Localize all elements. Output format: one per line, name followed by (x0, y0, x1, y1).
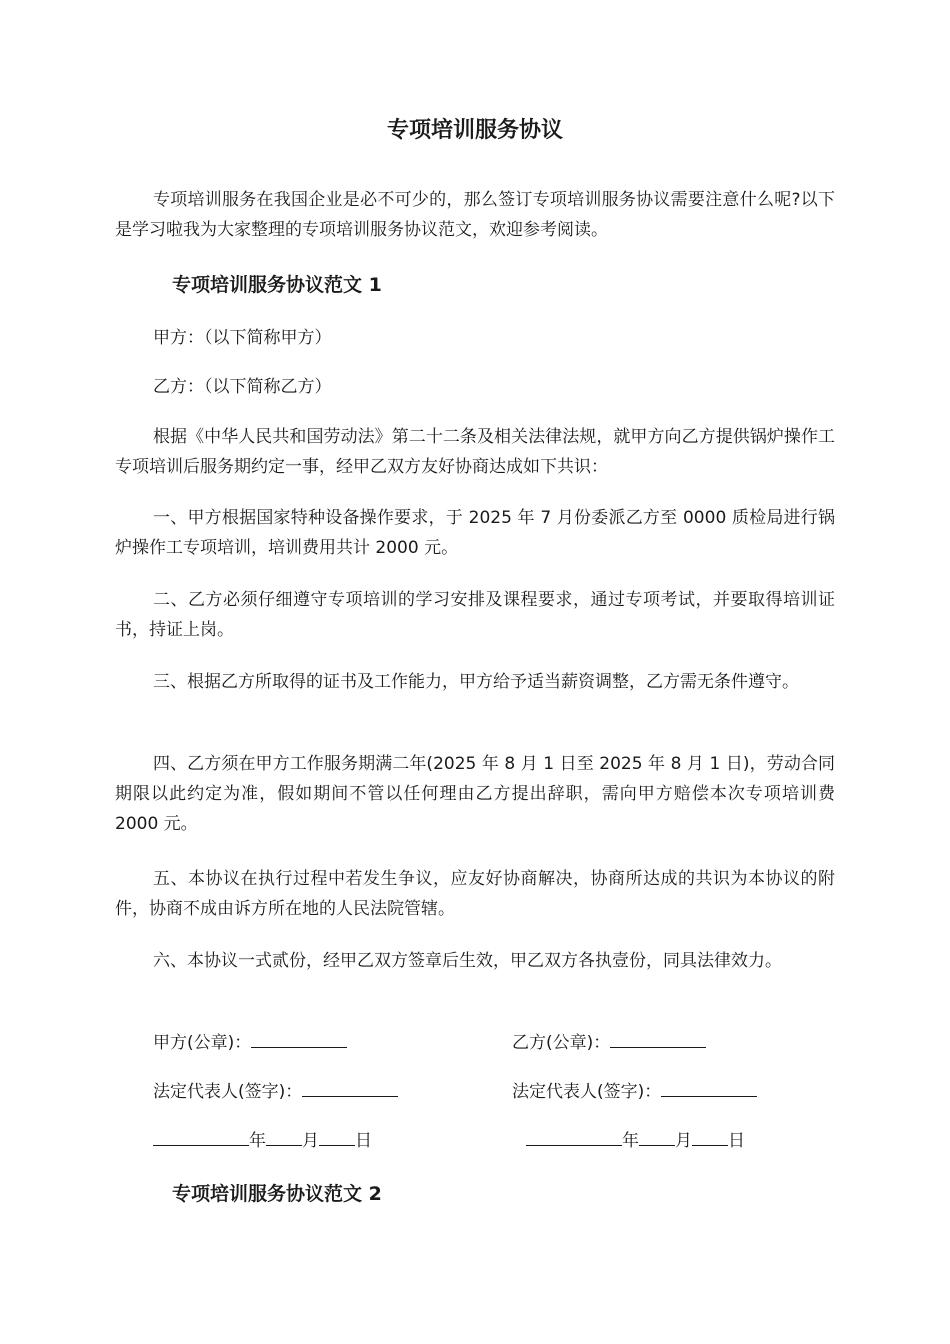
legal-rep-b-label: 法定代表人(签字)： (512, 1082, 662, 1102)
clause-1: 一、甲方根据国家特种设备操作要求，于 2025 年 7 月份委派乙方至 0000 质检局进行锅炉操作工专项培训，培训费用共计 2000 元。 (115, 508, 835, 558)
date-a-year-blank[interactable] (153, 1127, 249, 1146)
party-b-seal-line (512, 1028, 706, 1058)
clause-6: 六、本协议一式贰份，经甲乙双方签章后生效，甲乙双方各执壹份，同具法律效力。 (153, 951, 782, 971)
clause-3: 三、根据乙方所取得的证书及工作能力，甲方给予适当薪资调整，乙方需无条件遵守。 (153, 672, 799, 692)
party-b-seal-label: 乙方(公章)： (512, 1033, 611, 1053)
clause-4: 四、乙方须在甲方工作服务期满二年(2025 年 8 月 1 日至 2025 年 8 月 1 日)，劳动合同期限以此约定为准，假如期间不管以任何理由乙方提出辞职，需向甲方赔偿本次专项培训费 2000 元。 (115, 754, 835, 834)
party-a-seal-line (153, 1028, 347, 1058)
date-b-month-blank[interactable] (639, 1127, 675, 1146)
date-b-day-label: 日 (728, 1131, 745, 1151)
clause-5: 五、本协议在执行过程中若发生争议，应友好协商解决，协商所达成的共识为本协议的附件，协商不成由诉方所在地的人民法院管辖。 (115, 869, 835, 919)
date-a-month-label: 月 (302, 1131, 319, 1151)
date-b-year-label: 年 (622, 1131, 639, 1151)
preamble-paragraph: 根据《中华人民共和国劳动法》第二十二条及相关法律法规，就甲方向乙方提供锅炉操作工专项培训后服务期约定一事，经甲乙双方友好协商达成如下共识： (115, 427, 835, 477)
party-b-seal-blank[interactable] (610, 1029, 706, 1048)
date-b-day-blank[interactable] (692, 1127, 728, 1146)
sample2-heading: 专项培训服务协议范文 2 (172, 1183, 382, 1205)
party-b-line: 乙方：（以下简称乙方） (153, 377, 332, 397)
legal-rep-a-line (153, 1077, 398, 1107)
date-a-day-blank[interactable] (319, 1127, 355, 1146)
legal-rep-a-blank[interactable] (302, 1078, 398, 1097)
document-title: 专项培训服务协议 (386, 118, 563, 143)
date-a-year-label: 年 (249, 1131, 266, 1151)
clause-2: 二、乙方必须仔细遵守专项培训的学习安排及课程要求，通过专项考试，并要取得培训证书，持证上岗。 (115, 590, 835, 640)
date-a-day-label: 日 (355, 1131, 372, 1151)
party-a-line: 甲方：（以下简称甲方） (153, 328, 332, 348)
party-a-seal-blank[interactable] (251, 1029, 347, 1048)
date-line-b (526, 1126, 745, 1156)
legal-rep-a-label: 法定代表人(签字)： (153, 1082, 303, 1102)
party-a-seal-label: 甲方(公章)： (153, 1033, 252, 1053)
date-line-a (153, 1126, 372, 1156)
legal-rep-b-blank[interactable] (661, 1078, 757, 1097)
date-b-month-label: 月 (675, 1131, 692, 1151)
date-b-year-blank[interactable] (526, 1127, 622, 1146)
intro-paragraph: 专项培训服务在我国企业是必不可少的，那么签订专项培训服务协议需要注意什么呢?以下是学习啦我为大家整理的专项培训服务协议范文，欢迎参考阅读。 (115, 190, 835, 240)
sample1-heading: 专项培训服务协议范文 1 (172, 274, 382, 296)
legal-rep-b-line (512, 1077, 757, 1107)
date-a-month-blank[interactable] (266, 1127, 302, 1146)
